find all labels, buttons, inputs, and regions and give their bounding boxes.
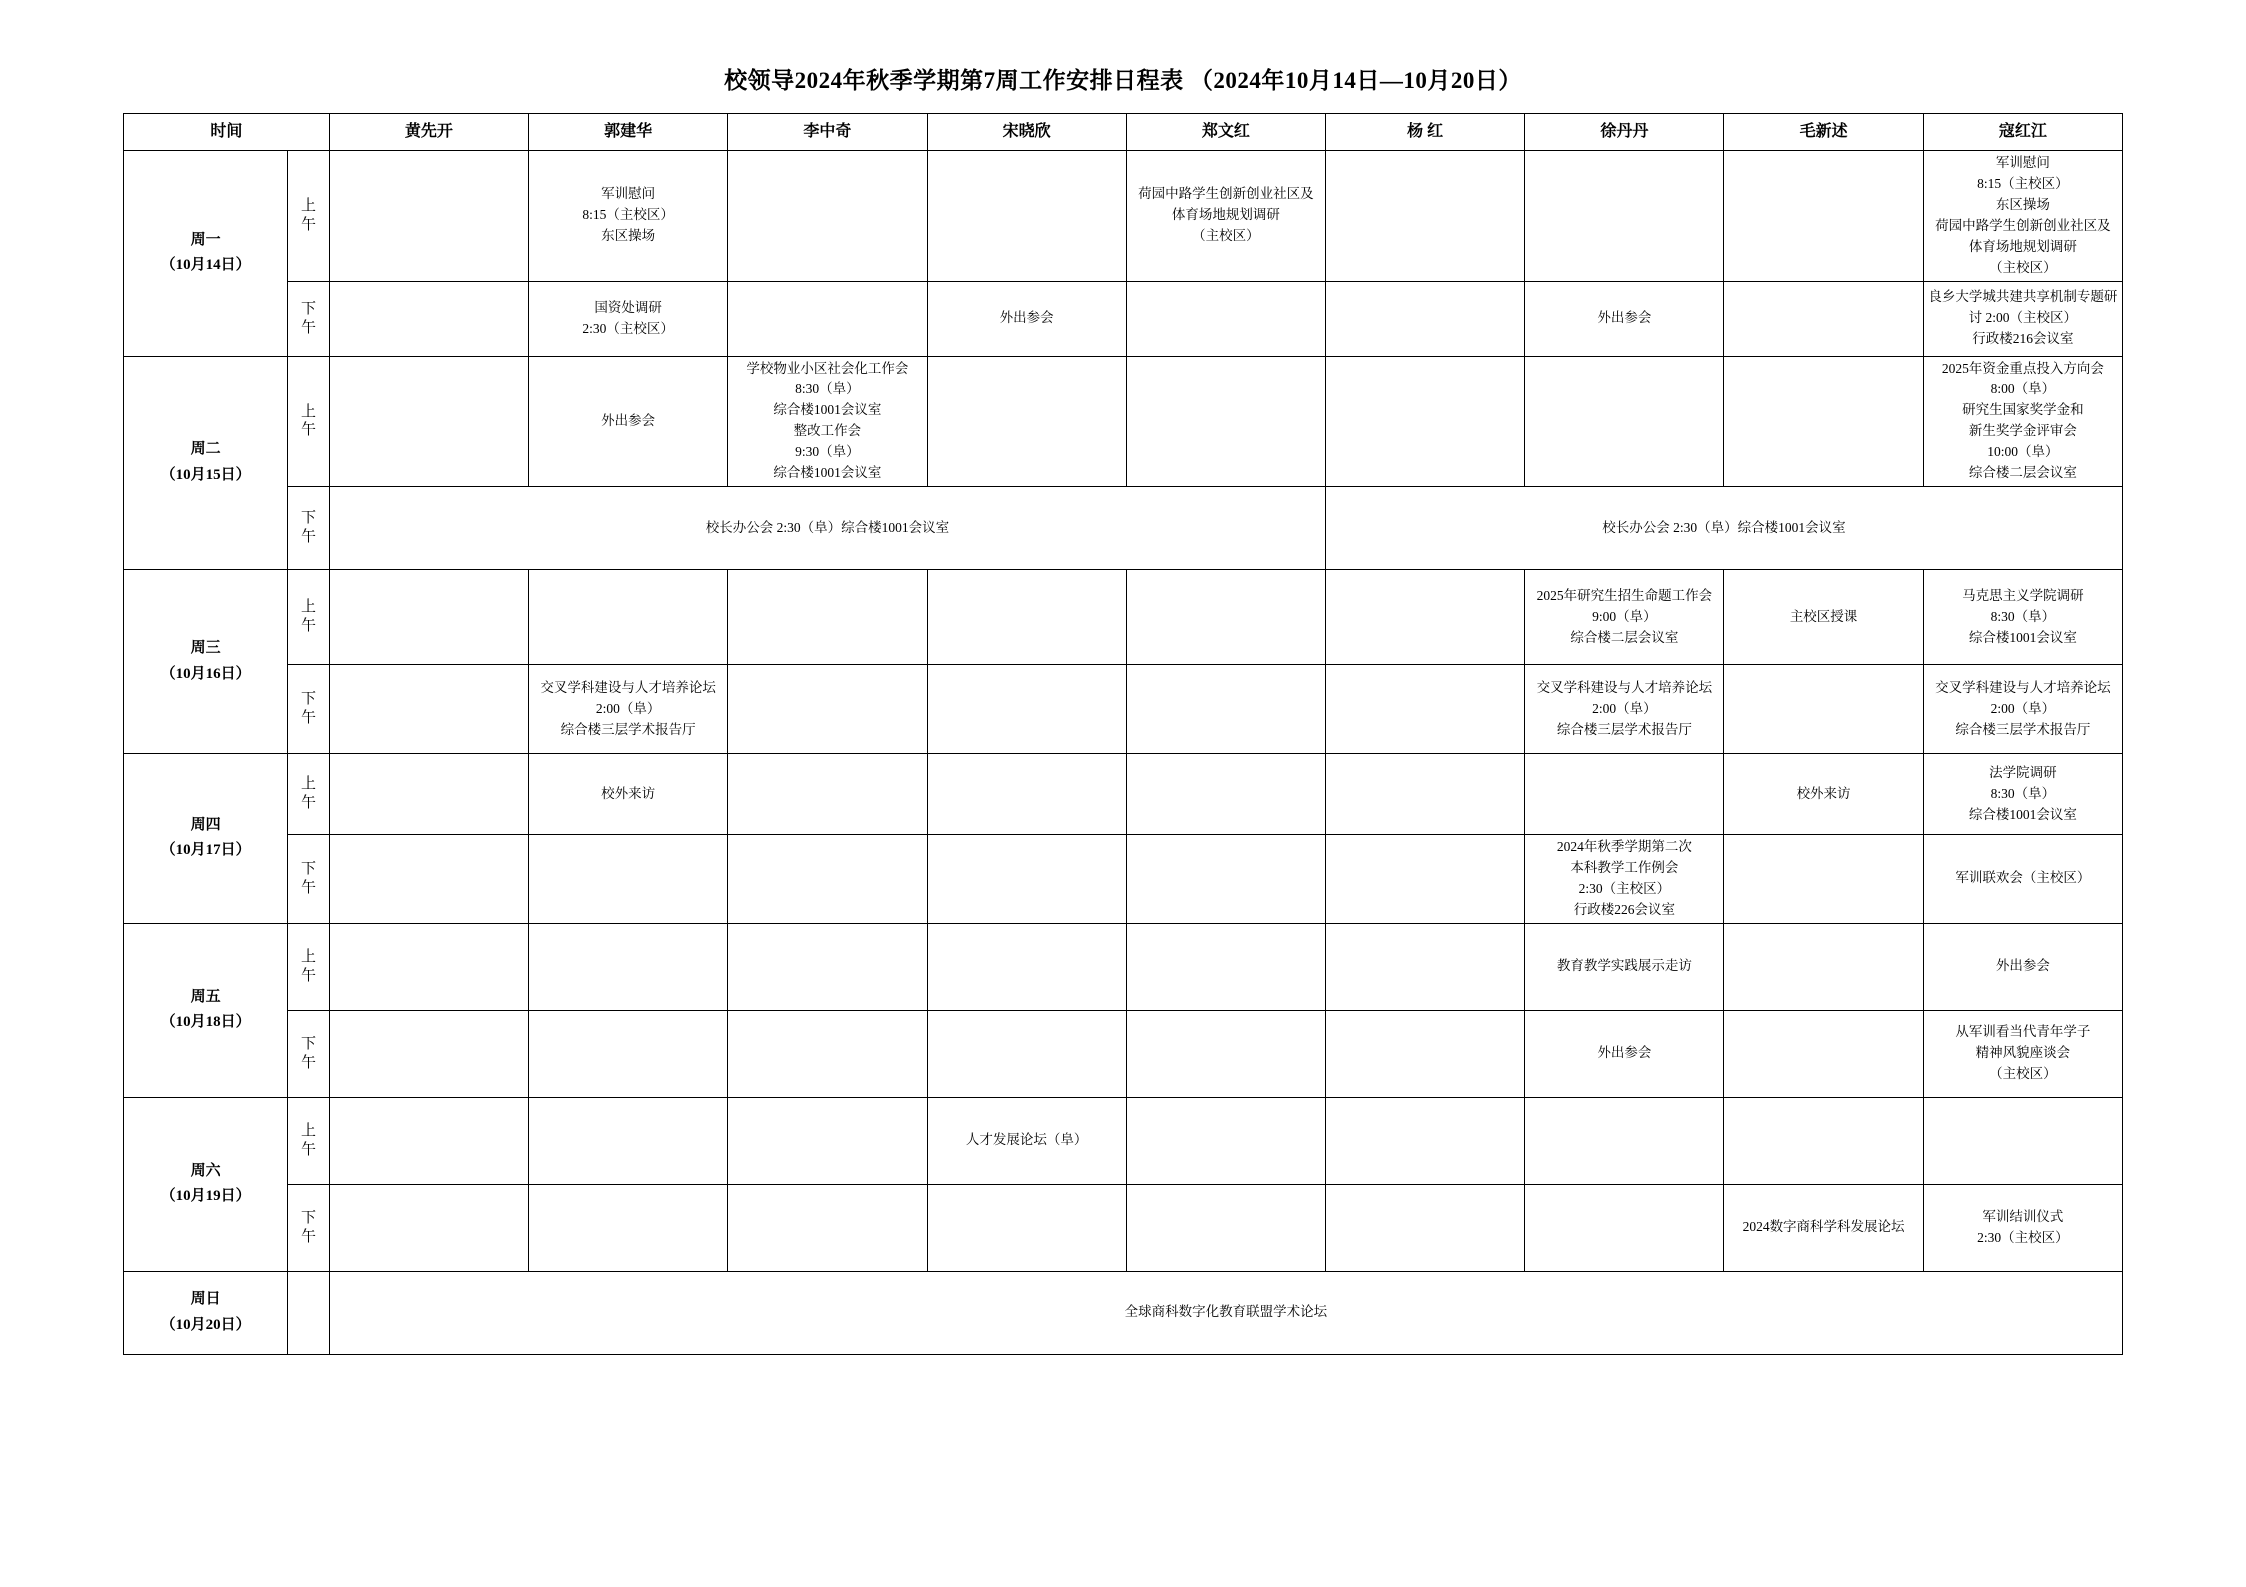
cell-sat-am-li <box>728 1097 927 1184</box>
event-line: 8:15（主校区） <box>1977 175 2069 191</box>
header-person-yang: 杨 红 <box>1325 114 1524 151</box>
cell-mon-am-guo <box>529 151 728 282</box>
event-line: 综合楼三层学术报告厅 <box>1955 721 2091 737</box>
event-line: 9:00（阜） <box>1592 608 1657 624</box>
table-row-saturday-am <box>124 1097 2123 1184</box>
event-line: 行政楼216会议室 <box>1972 330 2074 346</box>
event-line: 2:30（主校区） <box>582 320 674 336</box>
cell-fri-pm-huang <box>329 1010 528 1097</box>
event-line: 新生奖学金评审会 <box>1968 423 2077 439</box>
event-line: 2025年研究生招生命题工作会 <box>1536 587 1713 603</box>
event-line: 校外来访 <box>1796 785 1851 801</box>
cell-wed-pm-guo <box>529 665 728 754</box>
cell-fri-am-song <box>927 923 1126 1010</box>
cell-wed-pm-huang <box>329 665 528 754</box>
event-line: 9:30（阜） <box>795 444 860 460</box>
day-label-monday <box>124 151 288 357</box>
day-label-thursday <box>124 754 288 924</box>
ampm-label-am: 上 午 <box>288 151 330 282</box>
cell-mon-am-mao <box>1724 151 1923 282</box>
cell-wed-pm-li <box>728 665 927 754</box>
cell-mon-am-xu <box>1525 151 1724 282</box>
header-person-zheng: 郑文红 <box>1126 114 1325 151</box>
cell-fri-pm-guo <box>529 1010 728 1097</box>
event-line: 从军训看当代青年学子 <box>1955 1024 2091 1040</box>
event-line: 东区操场 <box>601 228 656 244</box>
ampm-label-pm: 下 午 <box>288 835 330 924</box>
event-line: 综合楼三层学术报告厅 <box>560 721 696 737</box>
cell-mon-am-kou <box>1923 151 2122 282</box>
day-name: 周六 <box>190 1162 221 1179</box>
cell-mon-am-song <box>927 151 1126 282</box>
cell-thu-am-yang <box>1325 754 1524 835</box>
cell-wed-pm-yang <box>1325 665 1524 754</box>
event-line: 外出参会 <box>999 310 1054 326</box>
event-line: 体育场地规划调研 <box>1171 207 1280 223</box>
event-line: 法学院调研 <box>1989 764 2057 780</box>
event-line: 8:00（阜） <box>1990 381 2056 397</box>
event-line: 本科教学工作例会 <box>1570 859 1679 875</box>
cell-tue-am-li <box>728 356 927 487</box>
cell-fri-pm-yang <box>1325 1010 1524 1097</box>
cell-mon-am-huang <box>329 151 528 282</box>
event-line: 国资处调研 <box>594 299 662 315</box>
cell-sat-am-xu <box>1525 1097 1724 1184</box>
cell-thu-pm-huang <box>329 835 528 924</box>
cell-thu-pm-zheng <box>1126 835 1325 924</box>
event-line: 荷园中路学生创新创业社区及 <box>1935 217 2111 233</box>
event-line: 8:30（阜） <box>1990 608 2056 624</box>
cell-wed-pm-xu <box>1525 665 1724 754</box>
table-row-tuesday-pm <box>124 487 2123 570</box>
cell-fri-pm-mao <box>1724 1010 1923 1097</box>
cell-fri-am-yang <box>1325 923 1524 1010</box>
event-line: 外出参会 <box>601 412 656 428</box>
day-date: （10月14日） <box>160 257 251 274</box>
cell-sat-am-mao <box>1724 1097 1923 1184</box>
cell-fri-pm-zheng <box>1126 1010 1325 1097</box>
cell-sat-am-guo <box>529 1097 728 1184</box>
cell-thu-pm-xu <box>1525 835 1724 924</box>
event-line: 2025年资金重点投入方向会 <box>1941 360 2104 376</box>
event-line: 行政楼226会议室 <box>1573 901 1675 917</box>
event-line: 交叉学科建设与人才培养论坛 <box>540 679 716 695</box>
cell-thu-pm-mao <box>1724 835 1923 924</box>
cell-thu-am-huang <box>329 754 528 835</box>
cell-wed-pm-song <box>927 665 1126 754</box>
header-person-kou: 寇红江 <box>1923 114 2122 151</box>
table-row-sunday <box>124 1271 2123 1354</box>
day-label-wednesday <box>124 570 288 754</box>
table-row-wednesday-am <box>124 570 2123 665</box>
cell-fri-am-xu <box>1525 923 1724 1010</box>
cell-mon-am-zheng <box>1126 151 1325 282</box>
day-label-tuesday <box>124 356 288 570</box>
cell-sat-am-huang <box>329 1097 528 1184</box>
cell-fri-pm-song <box>927 1010 1126 1097</box>
event-line: 军训慰问 <box>601 186 656 202</box>
event-line: 教育教学实践展示走访 <box>1556 958 1692 974</box>
ampm-label-pm: 下 午 <box>288 281 330 356</box>
cell-wed-pm-zheng <box>1126 665 1325 754</box>
cell-fri-am-guo <box>529 923 728 1010</box>
cell-wed-am-yang <box>1325 570 1524 665</box>
event-line: 校外来访 <box>601 785 656 801</box>
table-row-saturday-pm <box>124 1184 2123 1271</box>
ampm-label-am: 上 午 <box>288 1097 330 1184</box>
cell-thu-pm-li <box>728 835 927 924</box>
cell-sun-span: 全球商科数字化教育联盟学术论坛 <box>329 1271 2122 1354</box>
event-line: 军训慰问 <box>1995 155 2050 170</box>
event-line: （主校区） <box>1192 228 1260 244</box>
cell-mon-pm-li <box>728 281 927 356</box>
page-title: 校领导2024年秋季学期第7周工作安排日程表 （2024年10月14日—10月20日） <box>724 68 1522 93</box>
cell-sat-am-kou <box>1923 1097 2122 1184</box>
cell-tue-am-yang <box>1325 356 1524 487</box>
header-person-mao: 毛新述 <box>1724 114 1923 151</box>
event-line: 8:30（阜） <box>1990 785 2056 801</box>
cell-tue-am-huang <box>329 356 528 487</box>
event-line: 综合楼1001会议室 <box>773 402 882 418</box>
event-line: （主校区） <box>1989 1066 2057 1082</box>
cell-mon-pm-mao <box>1724 281 1923 356</box>
cell-fri-pm-kou <box>1923 1010 2122 1097</box>
cell-tue-am-kou <box>1923 356 2122 487</box>
event-line: 2024年秋季学期第二次 <box>1556 839 1692 855</box>
cell-sat-pm-zheng <box>1126 1184 1325 1271</box>
cell-thu-am-xu <box>1525 754 1724 835</box>
cell-wed-pm-kou <box>1923 665 2122 754</box>
cell-wed-am-xu <box>1525 570 1724 665</box>
schedule-table-wrap <box>123 113 2123 1355</box>
event-line: 荷园中路学生创新创业社区及 <box>1138 186 1314 202</box>
cell-fri-pm-li <box>728 1010 927 1097</box>
day-name: 周三 <box>190 640 221 657</box>
event-line: 外出参会 <box>1597 1045 1652 1061</box>
cell-thu-am-guo <box>529 754 728 835</box>
cell-wed-pm-mao <box>1724 665 1923 754</box>
cell-mon-pm-guo <box>529 281 728 356</box>
cell-sat-pm-mao <box>1724 1184 1923 1271</box>
header-time: 时间 <box>124 114 330 151</box>
cell-tue-am-mao <box>1724 356 1923 487</box>
header-person-guo: 郭建华 <box>529 114 728 151</box>
cell-tue-am-xu <box>1525 356 1724 487</box>
day-name: 周日 <box>190 1291 221 1308</box>
cell-tue-pm-right-span: 校长办公会 2:30（阜）综合楼1001会议室 <box>1325 487 2122 570</box>
event-line: 精神风貌座谈会 <box>1975 1045 2071 1061</box>
cell-wed-am-kou <box>1923 570 2122 665</box>
cell-sat-am-song <box>927 1097 1126 1184</box>
cell-mon-pm-yang <box>1325 281 1524 356</box>
cell-wed-am-li <box>728 570 927 665</box>
cell-tue-am-song <box>927 356 1126 487</box>
cell-fri-am-huang <box>329 923 528 1010</box>
day-date: （10月17日） <box>160 842 251 859</box>
header-person-huang: 黄先开 <box>329 114 528 151</box>
event-line: 军训联欢会（主校区） <box>1955 870 2091 886</box>
table-row-tuesday-am <box>124 356 2123 487</box>
cell-wed-am-huang <box>329 570 528 665</box>
event-line: 综合楼1001会议室 <box>1968 806 2077 822</box>
event-line: 交叉学科建设与人才培养论坛 <box>1935 679 2111 695</box>
cell-mon-am-yang <box>1325 151 1524 282</box>
cell-thu-pm-guo <box>529 835 728 924</box>
cell-thu-am-kou <box>1923 754 2122 835</box>
cell-thu-pm-song <box>927 835 1126 924</box>
cell-sat-pm-li <box>728 1184 927 1271</box>
cell-thu-am-li <box>728 754 927 835</box>
ampm-label-am: 上 午 <box>288 356 330 487</box>
header-person-song: 宋晓欣 <box>927 114 1126 151</box>
day-date: （10月20日） <box>160 1316 251 1333</box>
ampm-label-am: 上 午 <box>288 754 330 835</box>
cell-wed-am-zheng <box>1126 570 1325 665</box>
day-name: 周二 <box>190 441 221 458</box>
ampm-label-pm: 下 午 <box>288 665 330 754</box>
cell-tue-pm-left-span: 校长办公会 2:30（阜）综合楼1001会议室 <box>329 487 1325 570</box>
cell-mon-am-li <box>728 151 927 282</box>
event-line: 2:00（阜） <box>595 700 661 716</box>
event-line: 交叉学科建设与人才培养论坛 <box>1536 679 1713 695</box>
table-row-friday-pm <box>124 1010 2123 1097</box>
event-line: 外出参会 <box>1597 310 1652 326</box>
cell-mon-pm-huang <box>329 281 528 356</box>
event-line: 2024数字商科学科发展论坛 <box>1742 1219 1905 1235</box>
day-date: （10月19日） <box>160 1188 251 1205</box>
cell-sat-pm-xu <box>1525 1184 1724 1271</box>
event-line: 主校区授课 <box>1789 608 1858 624</box>
table-row-monday-am <box>124 151 2123 282</box>
event-line: 马克思主义学院调研 <box>1962 587 2084 603</box>
event-line: 2:30（主校区） <box>1578 880 1671 896</box>
table-row-monday-pm <box>124 281 2123 356</box>
day-label-friday <box>124 923 288 1097</box>
event-line: 综合楼1001会议室 <box>1968 629 2077 645</box>
event-line: 研究生国家奖学金和 <box>1962 402 2084 418</box>
ampm-label-am: 上 午 <box>288 923 330 1010</box>
event-line: 体育场地规划调研 <box>1968 238 2077 254</box>
cell-fri-am-zheng <box>1126 923 1325 1010</box>
cell-wed-am-mao <box>1724 570 1923 665</box>
ampm-label-am: 上 午 <box>288 570 330 665</box>
cell-thu-pm-kou <box>1923 835 2122 924</box>
event-line: 2:30（主校区） <box>1977 1229 2069 1245</box>
cell-fri-am-kou <box>1923 923 2122 1010</box>
event-line: 8:30（阜） <box>795 381 860 397</box>
event-line: 外出参会 <box>1995 958 2050 974</box>
cell-thu-am-mao <box>1724 754 1923 835</box>
cell-thu-am-song <box>927 754 1126 835</box>
event-line: 综合楼1001会议室 <box>773 465 882 481</box>
table-row-thursday-am <box>124 754 2123 835</box>
event-line: （主校区） <box>1989 259 2057 275</box>
cell-mon-pm-kou <box>1923 281 2122 356</box>
cell-sat-am-zheng <box>1126 1097 1325 1184</box>
cell-tue-am-guo <box>529 356 728 487</box>
cell-wed-am-song <box>927 570 1126 665</box>
cell-fri-am-mao <box>1724 923 1923 1010</box>
event-line: 2:00（阜） <box>1592 700 1657 716</box>
event-line: 军训结训仪式 <box>1982 1208 2064 1224</box>
event-line: 学校物业小区社会化工作会 <box>746 360 909 376</box>
event-line: 综合楼二层会议室 <box>1570 629 1679 645</box>
cell-sat-pm-yang <box>1325 1184 1524 1271</box>
event-line: 人才发展论坛（阜） <box>965 1132 1088 1148</box>
day-label-sunday <box>124 1271 288 1354</box>
table-row-friday-am <box>124 923 2123 1010</box>
cell-sat-pm-kou <box>1923 1184 2122 1271</box>
cell-thu-pm-yang <box>1325 835 1524 924</box>
table-row-thursday-pm <box>124 835 2123 924</box>
cell-tue-am-zheng <box>1126 356 1325 487</box>
event-line: 东区操场 <box>1995 196 2050 212</box>
ampm-label-empty <box>288 1271 330 1354</box>
cell-fri-am-li <box>728 923 927 1010</box>
event-line: 10:00（阜） <box>1987 444 2059 460</box>
cell-sat-am-yang <box>1325 1097 1524 1184</box>
day-date: （10月15日） <box>160 466 251 483</box>
ampm-label-pm: 下 午 <box>288 487 330 570</box>
header-person-xu: 徐丹丹 <box>1525 114 1724 151</box>
cell-mon-pm-xu <box>1525 281 1724 356</box>
event-line: 良乡大学城共建共享机制专题研 <box>1928 289 2118 305</box>
header-person-li: 李中奇 <box>728 114 927 151</box>
cell-wed-am-guo <box>529 570 728 665</box>
ampm-label-pm: 下 午 <box>288 1010 330 1097</box>
cell-mon-pm-zheng <box>1126 281 1325 356</box>
event-line: 整改工作会 <box>793 423 862 439</box>
day-date: （10月16日） <box>160 665 251 682</box>
day-name: 周一 <box>190 231 221 248</box>
schedule-table <box>123 113 2123 1355</box>
cell-mon-pm-song <box>927 281 1126 356</box>
cell-thu-am-zheng <box>1126 754 1325 835</box>
cell-sat-pm-song <box>927 1184 1126 1271</box>
event-line: 综合楼三层学术报告厅 <box>1556 721 1692 737</box>
table-header-row <box>124 114 2123 151</box>
day-name: 周五 <box>190 988 221 1005</box>
event-line: 8:15（主校区） <box>582 207 674 223</box>
ampm-label-pm: 下 午 <box>288 1184 330 1271</box>
cell-fri-pm-xu <box>1525 1010 1724 1097</box>
event-line: 综合楼二层会议室 <box>1968 465 2077 481</box>
day-label-saturday <box>124 1097 288 1271</box>
day-date: （10月18日） <box>160 1014 251 1031</box>
event-line: 讨 2:00（主校区） <box>1968 310 2078 326</box>
cell-sat-pm-guo <box>529 1184 728 1271</box>
table-row-wednesday-pm <box>124 665 2123 754</box>
day-name: 周四 <box>190 816 221 833</box>
event-line: 2:00（阜） <box>1990 700 2056 716</box>
cell-sat-pm-huang <box>329 1184 528 1271</box>
